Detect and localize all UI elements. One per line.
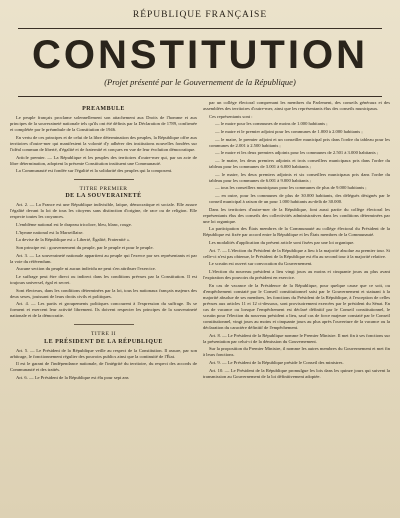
page-subtitle: (Projet présenté par le Gouvernement de la République) xyxy=(104,77,296,87)
article-paragraph: Ces représentants sont : xyxy=(209,113,253,119)
article-paragraph: Le suffrage peut être direct ou indirect dans les conditions prévues par la Constitution. Il est toujours universel, égal et secret. xyxy=(10,273,197,286)
list-item: — le maire, les deux premiers adjoints et six conseillers municipaux pris dans l'ordre du tableau pour les communes de 6.001 à 9.000 habitants ; xyxy=(209,171,390,183)
list-item: — le maire, les deux premiers adjoints et trois conseillers municipaux pris dans l'ordre du tableau pour les communes de 3.001 à 6.000 habitants ; xyxy=(209,157,390,169)
section-divider xyxy=(74,324,134,325)
preamble-paragraph: La Communauté est fondée sur l'égalité et la solidarité des peuples qui la composent. xyxy=(16,168,173,174)
left-column xyxy=(10,100,197,510)
list-item: — le maire, le premier adjoint et un conseiller municipal pris dans l'ordre du tableau pour les communes de 2.001 à 2.500 habitants ; xyxy=(209,136,390,148)
republic-heading: RÉPUBLIQUE FRANÇAISE xyxy=(132,10,268,20)
title2-label: TITRE II xyxy=(91,331,116,338)
title1-label: TITRE PREMIER xyxy=(79,186,128,193)
article-paragraph: Art. 4. — Les partis et groupements politiques concourent à l'expression du suffrage. Ils se forment et exercent leur activité librement. Ils doivent respecter les principes de la souveraineté nationale et de la démocratie. xyxy=(10,301,197,319)
article-paragraph: Art. 8. — Le Président de la République nomme le Premier Ministre. Il met fin à ses fonctions sur la présentation par celui-ci de la démission du Gouvernement. xyxy=(203,332,390,344)
preamble-paragraph: En vertu de ces principes et de celui de la libre détermination des peuples, la République offre aux territoires d'outre-mer qui manifestent la volonté d'y adhérer des institutions nouvelles fondées sur l'idéal commun de liberté, d'égalité et de fraternité et conçues en vue de leur évolution démocratique. xyxy=(10,134,197,152)
list-item: — le maire et les deux premiers adjoints pour les communes de 2.501 à 3.000 habitants ; xyxy=(215,150,379,156)
title2-heading: LE PRÉSIDENT DE LA RÉPUBLIQUE xyxy=(44,338,163,345)
article-paragraph: La devise de la République est « Liberté, Égalité, Fraternité ». xyxy=(16,237,131,243)
list-item: — le maire pour les communes de moins de 1.000 habitants ; xyxy=(215,121,328,127)
preamble-paragraph: Article premier. — La République et les peuples des territoires d'outre-mer qui, par un acte de libre détermination, adoptent la présente Constitution instituent une Communauté. xyxy=(10,154,197,166)
title1-heading: DE LA SOUVERAINETÉ xyxy=(65,193,142,200)
article-paragraph: Sont électeurs, dans les conditions déterminées par la loi, tous les nationaux français majeurs des deux sexes, jouissant de leurs droits civils et politiques. xyxy=(10,287,197,299)
text-columns xyxy=(10,100,390,510)
top-rule xyxy=(18,28,382,29)
article-paragraph: Art. 3. — La souveraineté nationale appartient au peuple qui l'exerce par ses représentants et par la voie du référendum. xyxy=(10,252,197,264)
article-paragraph: par un collège électoral comprenant les membres du Parlement, des conseils généraux et des assemblées des territoires d'outre-mer, ainsi que les représentants élus des conseils municipaux. xyxy=(203,100,390,112)
right-column xyxy=(203,100,390,510)
article-paragraph: Le scrutin est ouvert sur convocation du Gouvernement. xyxy=(209,261,313,267)
preamble-paragraph: Le peuple français proclame solennellement son attachement aux Droits de l'homme et aux principes de la souveraineté nationale tels qu'ils ont été définis par la Déclaration de 1789, confirmée et complétée par le préambule de la Constitution de 1946. xyxy=(10,115,197,133)
article-paragraph: Art. 9. — Le Président de la République préside le Conseil des ministres. xyxy=(209,360,344,366)
article-paragraph: La participation des États membres de la Communauté au collège électoral du Président de la République est fixée par accord entre la République et les États membres de la Communauté. xyxy=(203,226,390,238)
article-paragraph: Sur la proposition du Premier Ministre, il nomme les autres membres du Gouvernement et met fin à leurs fonctions. xyxy=(203,346,390,358)
list-item: — tous les conseillers municipaux pour les communes de plus de 9.000 habitants ; xyxy=(215,185,367,191)
article-paragraph: Art. 2. — La France est une République indivisible, laïque, démocratique et sociale. Elle assure l'égalité devant la loi de tous les citoyens sans distinction d'origine, de race ou de religion. Elle respecte toutes les croyances. xyxy=(10,202,197,220)
article-paragraph: L'emblème national est le drapeau tricolore, bleu, blanc, rouge. xyxy=(16,222,132,228)
article-paragraph: L'élection du nouveau président a lieu vingt jours au moins et cinquante jours au plus avant l'expiration des pouvoirs du président en exercice. xyxy=(203,269,390,281)
article-paragraph: Dans les territoires d'outre-mer de la République, font aussi partie du collège électoral les représentants élus des conseils des collectivités administratives dans les conditions déterminées par une loi organique. xyxy=(203,206,390,224)
page-title: CONSTITUTION xyxy=(32,33,368,77)
article-paragraph: Son principe est : gouvernement du peuple, par le peuple et pour le peuple. xyxy=(16,245,154,250)
preamble-heading: PREAMBULE xyxy=(82,106,125,112)
article-paragraph: Art. 6. — Le Président de la République est élu pour sept ans xyxy=(16,374,129,380)
article-paragraph: Les modalités d'application du présent article sont fixées par une loi organique. xyxy=(209,240,355,246)
article-paragraph: Art. 7. — L'élection du Président de la République a lieu à la majorité absolue au premier tour. Si celle-ci n'est pas obtenue, le Président de la République est élu au second tour à la majorité relative. xyxy=(203,247,390,259)
bottom-rule xyxy=(18,96,382,97)
article-paragraph: Art. 5. — Le Président de la République veille au respect de la Constitution. Il assure, par son arbitrage, le fonctionnement régulier des pouvoirs publics ainsi que la continuité de l'État. xyxy=(10,347,197,359)
list-item: — le maire et le premier adjoint pour les communes de 1.000 à 2.000 habitants ; xyxy=(215,128,363,134)
article-paragraph: Il est le garant de l'indépendance nationale, de l'intégrité du territoire, du respect des accords de Communauté et des traités. xyxy=(10,361,197,373)
article-paragraph: En cas de vacance de la Présidence de la République, pour quelque cause que ce soit, ou d'empêchement constaté par le Conseil constitutionnel saisi par le Gouvernement et statuant à la majorité absolue de ses membres, les fonctions du Président de la République, à l'exception de celles prévues aux articles 11 et 12 ci-dessous, sont provisoirement exercées par le président du Sénat. En cas de vacance ou lorsque l'empêchement est déclaré définitif par le Conseil constitutionnel, le scrutin pour l'élection du nouveau président a lieu, sauf cas de force majeure constaté par le Conseil constitutionnel, vingt jours au moins et cinquante jours au plus après l'ouverture de la vacance ou la déclaration du caractère définitif de l'empêchement. xyxy=(203,282,390,331)
list-item: — en outre, pour les communes de plus de 30.000 habitants, des délégués désignés par le conseil municipal à raison de un pour 1.000 habitants au-delà de 30.000. xyxy=(209,192,390,204)
section-divider xyxy=(74,179,134,180)
article-paragraph: Aucune section du peuple ni aucun individu ne peut s'en attribuer l'exercice. xyxy=(16,266,156,272)
article-paragraph: Art. 10. — Le Président de la République promulgue les lois dans les quinze jours qui suivent la transmission au Gouvernement de la loi définitivement adoptée. xyxy=(203,367,390,379)
article-paragraph: L'hymne national est la Marseillaise. xyxy=(16,229,84,235)
